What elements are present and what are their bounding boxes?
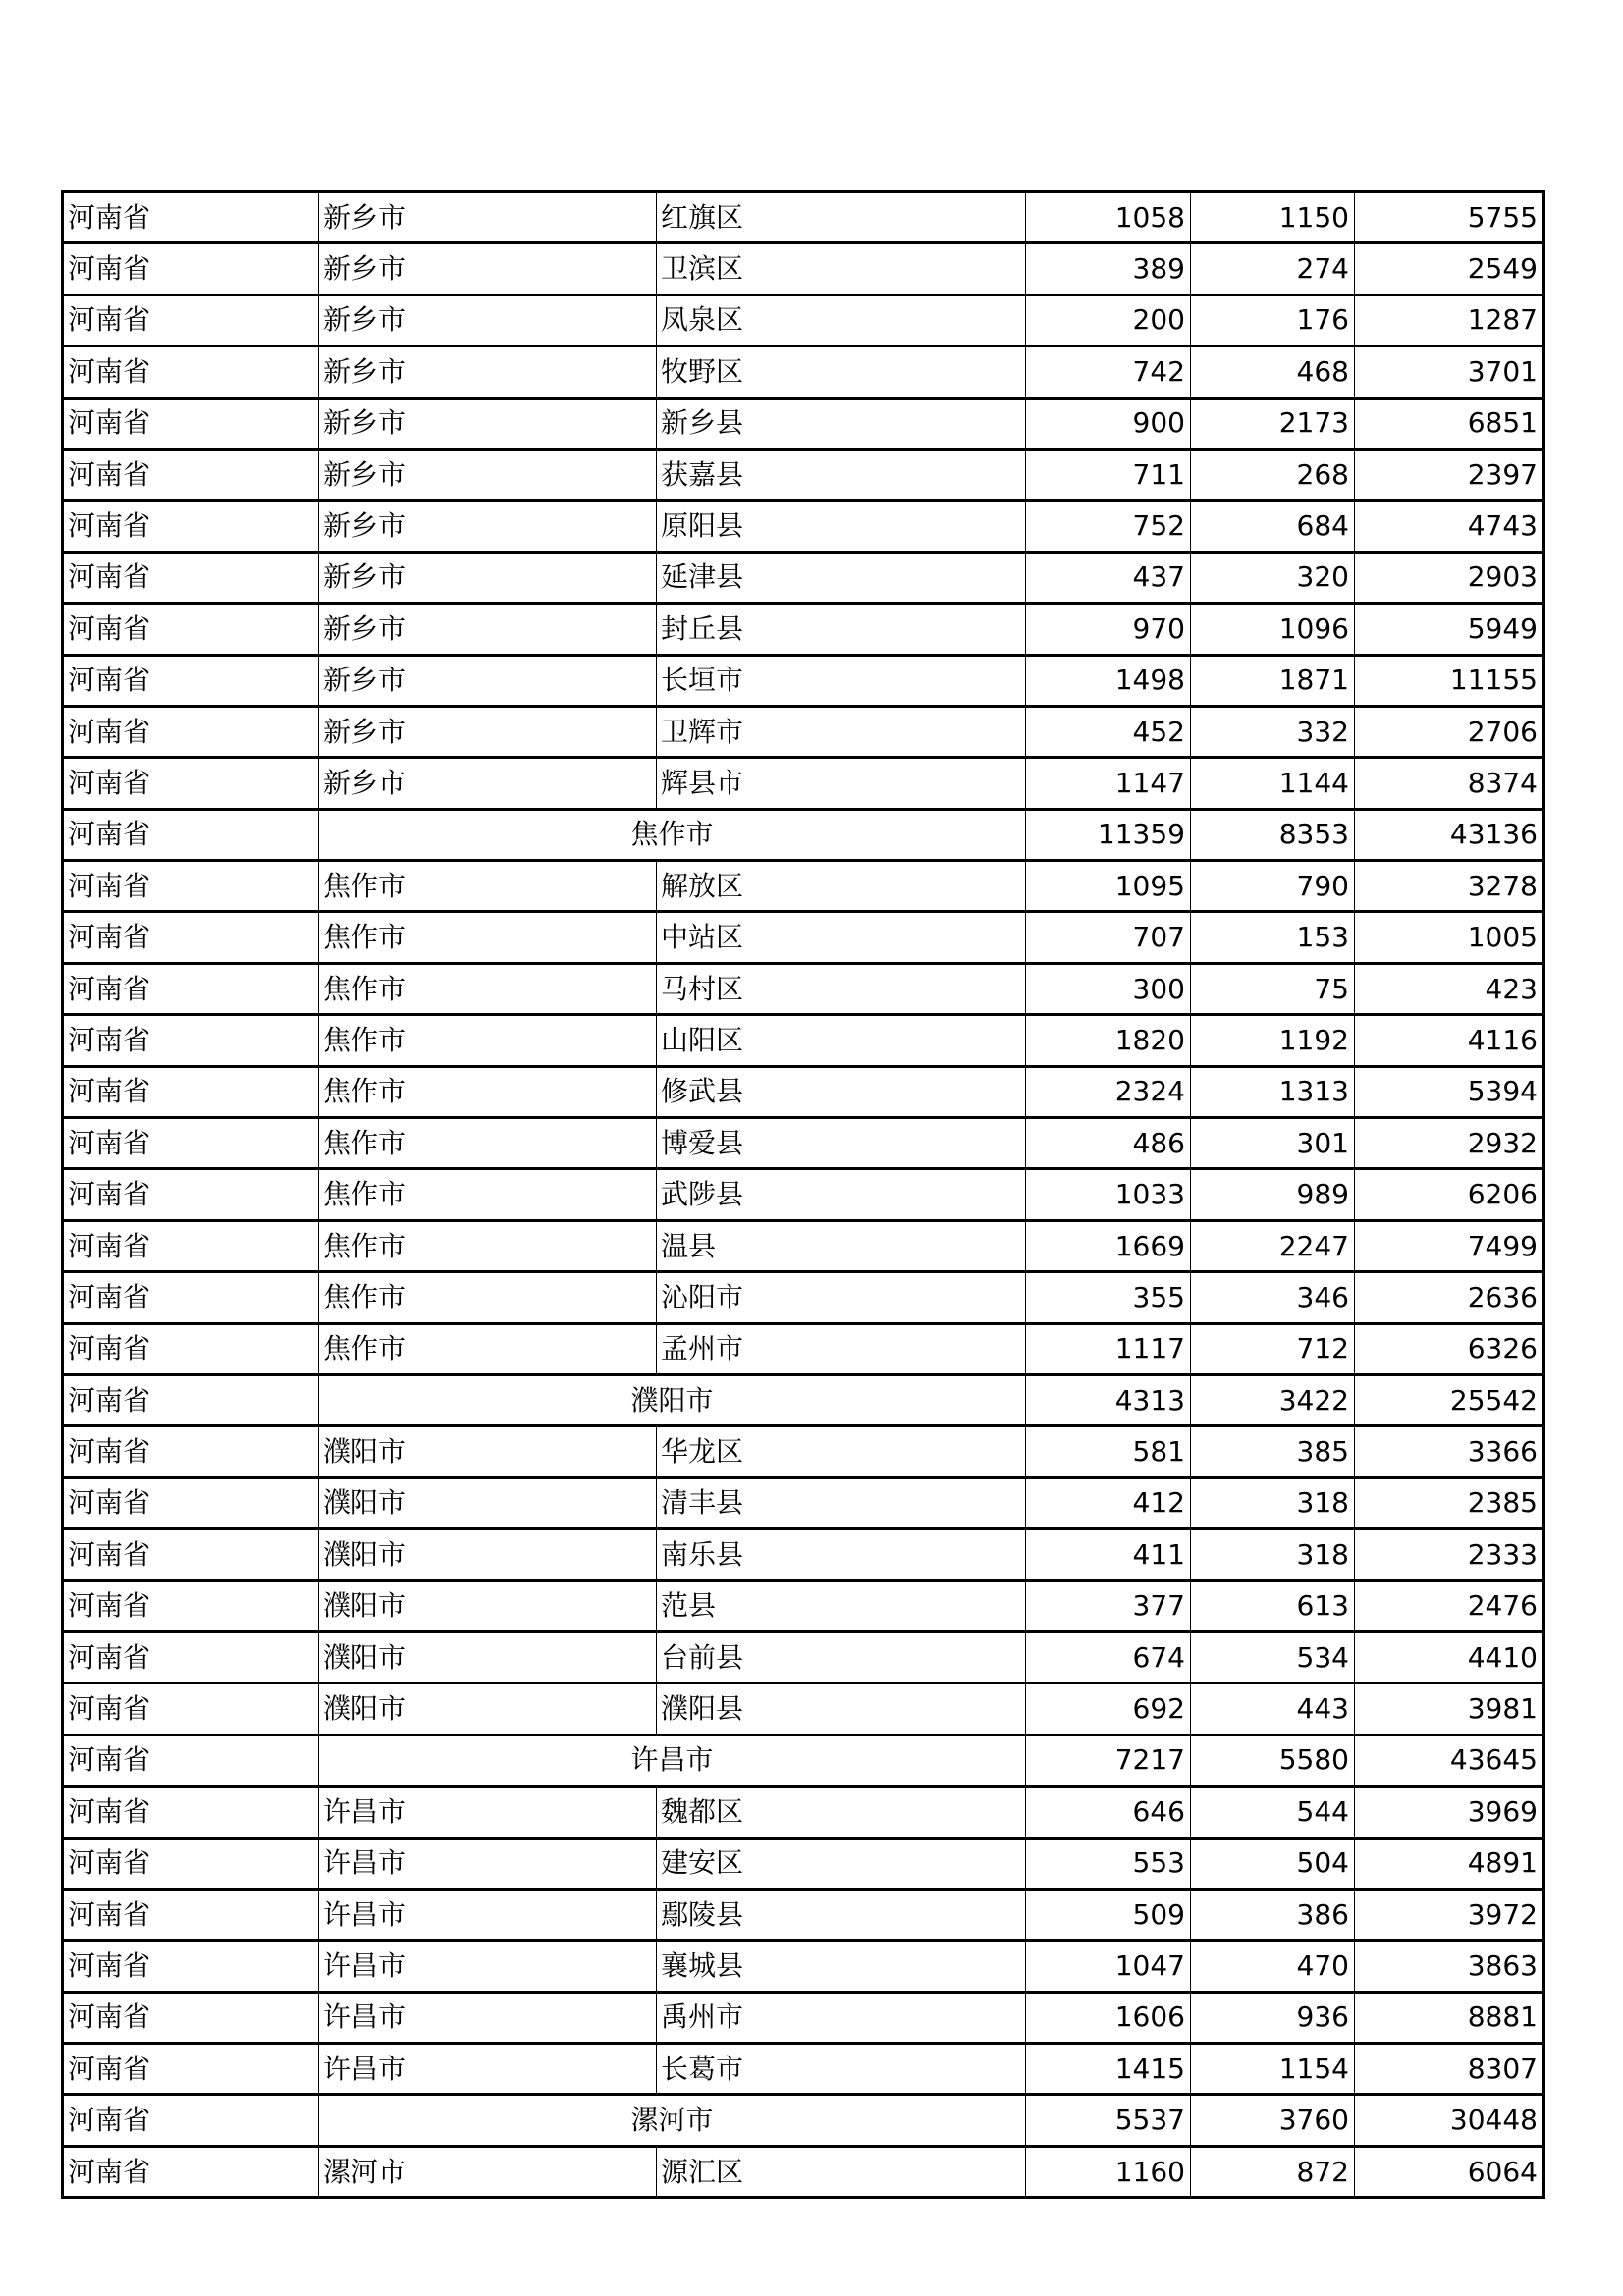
value-1-cell: 692	[1026, 1683, 1191, 1735]
county-cell: 卫滨区	[657, 243, 1026, 294]
table-row	[63, 1787, 1544, 1838]
table-row	[63, 1015, 1544, 1066]
county-cell: 建安区	[657, 1838, 1026, 1889]
county-cell: 解放区	[657, 861, 1026, 912]
value-1-cell: 300	[1026, 963, 1191, 1014]
value-3-cell: 7499	[1355, 1220, 1544, 1271]
county-cell: 源汇区	[657, 2146, 1026, 2197]
value-3-cell: 2636	[1355, 1272, 1544, 1323]
city-cell: 新乡市	[319, 192, 657, 243]
table-row	[63, 963, 1544, 1014]
value-3-cell: 2932	[1355, 1118, 1544, 1169]
city-cell: 新乡市	[319, 347, 657, 398]
city-cell: 新乡市	[319, 552, 657, 603]
city-cell: 新乡市	[319, 449, 657, 500]
city-cell: 新乡市	[319, 655, 657, 706]
value-1-cell: 752	[1026, 501, 1191, 552]
value-1-cell: 970	[1026, 604, 1191, 655]
value-3-cell: 25542	[1355, 1374, 1544, 1425]
value-2-cell: 936	[1191, 1992, 1355, 2043]
province-cell: 河南省	[63, 294, 319, 346]
value-3-cell: 43645	[1355, 1735, 1544, 1786]
value-1-cell: 5537	[1026, 2095, 1191, 2146]
value-3-cell: 6064	[1355, 2146, 1544, 2197]
province-cell: 河南省	[63, 2095, 319, 2146]
city-cell: 许昌市	[319, 1992, 657, 2043]
value-3-cell: 4410	[1355, 1631, 1544, 1682]
value-1-cell: 553	[1026, 1838, 1191, 1889]
value-2-cell: 8353	[1191, 809, 1355, 860]
province-cell: 河南省	[63, 1220, 319, 1271]
county-cell: 魏都区	[657, 1787, 1026, 1838]
value-2-cell: 443	[1191, 1683, 1355, 1735]
city-cell: 濮阳市	[319, 1529, 657, 1580]
table-row	[63, 243, 1544, 294]
city-cell: 焦作市	[319, 861, 657, 912]
value-2-cell: 468	[1191, 347, 1355, 398]
value-1-cell: 389	[1026, 243, 1191, 294]
value-3-cell: 43136	[1355, 809, 1544, 860]
value-2-cell: 790	[1191, 861, 1355, 912]
value-2-cell: 1144	[1191, 758, 1355, 809]
value-1-cell: 1669	[1026, 1220, 1191, 1271]
value-2-cell: 153	[1191, 912, 1355, 963]
value-1-cell: 7217	[1026, 1735, 1191, 1786]
value-1-cell: 200	[1026, 294, 1191, 346]
county-cell: 武陟县	[657, 1169, 1026, 1220]
county-cell: 沁阳市	[657, 1272, 1026, 1323]
value-3-cell: 6206	[1355, 1169, 1544, 1220]
province-cell: 河南省	[63, 1580, 319, 1631]
county-cell: 原阳县	[657, 501, 1026, 552]
province-cell: 河南省	[63, 1272, 319, 1323]
value-2-cell: 75	[1191, 963, 1355, 1014]
value-1-cell: 674	[1026, 1631, 1191, 1682]
value-3-cell: 3969	[1355, 1787, 1544, 1838]
value-2-cell: 385	[1191, 1426, 1355, 1477]
table-row	[63, 912, 1544, 963]
table-row	[63, 552, 1544, 603]
province-cell: 河南省	[63, 1683, 319, 1735]
city-cell: 濮阳市	[319, 1683, 657, 1735]
value-1-cell: 1498	[1026, 655, 1191, 706]
value-1-cell: 742	[1026, 347, 1191, 398]
province-cell: 河南省	[63, 398, 319, 449]
value-2-cell: 268	[1191, 449, 1355, 500]
value-3-cell: 4891	[1355, 1838, 1544, 1889]
province-cell: 河南省	[63, 1477, 319, 1528]
value-2-cell: 684	[1191, 501, 1355, 552]
county-cell: 新乡县	[657, 398, 1026, 449]
county-cell: 长垣市	[657, 655, 1026, 706]
value-2-cell: 301	[1191, 1118, 1355, 1169]
province-cell: 河南省	[63, 1992, 319, 2043]
table-row	[63, 449, 1544, 500]
value-3-cell: 5949	[1355, 604, 1544, 655]
city-total-label-cell: 焦作市	[319, 809, 1026, 860]
city-cell: 许昌市	[319, 1787, 657, 1838]
table-row	[63, 1992, 1544, 2043]
city-cell: 焦作市	[319, 1015, 657, 1066]
county-cell: 南乐县	[657, 1529, 1026, 1580]
county-cell: 马村区	[657, 963, 1026, 1014]
city-cell: 焦作市	[319, 963, 657, 1014]
value-3-cell: 8374	[1355, 758, 1544, 809]
value-1-cell: 1160	[1026, 2146, 1191, 2197]
county-cell: 红旗区	[657, 192, 1026, 243]
value-1-cell: 355	[1026, 1272, 1191, 1323]
value-3-cell: 2706	[1355, 706, 1544, 757]
city-cell: 焦作市	[319, 1323, 657, 1374]
table-row	[63, 604, 1544, 655]
city-cell: 濮阳市	[319, 1477, 657, 1528]
province-cell: 河南省	[63, 1787, 319, 1838]
province-cell: 河南省	[63, 1631, 319, 1682]
value-2-cell: 534	[1191, 1631, 1355, 1682]
county-cell: 禹州市	[657, 1992, 1026, 2043]
value-2-cell: 989	[1191, 1169, 1355, 1220]
province-cell: 河南省	[63, 1889, 319, 1940]
province-cell: 河南省	[63, 2044, 319, 2095]
table-row	[63, 1580, 1544, 1631]
city-cell: 焦作市	[319, 912, 657, 963]
table-row	[63, 294, 1544, 346]
value-2-cell: 3422	[1191, 1374, 1355, 1425]
county-cell: 温县	[657, 1220, 1026, 1271]
value-1-cell: 900	[1026, 398, 1191, 449]
province-cell: 河南省	[63, 758, 319, 809]
value-3-cell: 3366	[1355, 1426, 1544, 1477]
value-1-cell: 452	[1026, 706, 1191, 757]
value-2-cell: 1154	[1191, 2044, 1355, 2095]
value-3-cell: 2385	[1355, 1477, 1544, 1528]
value-3-cell: 8881	[1355, 1992, 1544, 2043]
province-cell: 河南省	[63, 1169, 319, 1220]
value-1-cell: 11359	[1026, 809, 1191, 860]
province-cell: 河南省	[63, 1323, 319, 1374]
value-2-cell: 386	[1191, 1889, 1355, 1940]
value-3-cell: 2476	[1355, 1580, 1544, 1631]
county-cell: 辉县市	[657, 758, 1026, 809]
value-3-cell: 4116	[1355, 1015, 1544, 1066]
value-2-cell: 2173	[1191, 398, 1355, 449]
value-3-cell: 8307	[1355, 2044, 1544, 2095]
table-row	[63, 501, 1544, 552]
county-cell: 延津县	[657, 552, 1026, 603]
province-cell: 河南省	[63, 655, 319, 706]
value-1-cell: 1058	[1026, 192, 1191, 243]
city-cell: 许昌市	[319, 2044, 657, 2095]
value-1-cell: 1117	[1026, 1323, 1191, 1374]
city-total-label-cell: 漯河市	[319, 2095, 1026, 2146]
county-cell: 博爱县	[657, 1118, 1026, 1169]
table-row	[63, 861, 1544, 912]
county-cell: 山阳区	[657, 1015, 1026, 1066]
value-1-cell: 1047	[1026, 1941, 1191, 1992]
value-3-cell: 3701	[1355, 347, 1544, 398]
province-cell: 河南省	[63, 963, 319, 1014]
value-1-cell: 581	[1026, 1426, 1191, 1477]
table-row	[63, 1323, 1544, 1374]
value-2-cell: 3760	[1191, 2095, 1355, 2146]
province-cell: 河南省	[63, 604, 319, 655]
county-cell: 华龙区	[657, 1426, 1026, 1477]
value-2-cell: 320	[1191, 552, 1355, 603]
value-1-cell: 377	[1026, 1580, 1191, 1631]
table-body	[63, 192, 1544, 2198]
value-2-cell: 872	[1191, 2146, 1355, 2197]
table-row	[63, 706, 1544, 757]
value-2-cell: 1871	[1191, 655, 1355, 706]
table-row	[63, 1889, 1544, 1940]
county-cell: 获嘉县	[657, 449, 1026, 500]
table-row	[63, 655, 1544, 706]
city-subtotal-row	[63, 809, 1544, 860]
province-cell: 河南省	[63, 809, 319, 860]
city-cell: 新乡市	[319, 294, 657, 346]
county-cell: 台前县	[657, 1631, 1026, 1682]
county-cell: 封丘县	[657, 604, 1026, 655]
city-cell: 新乡市	[319, 758, 657, 809]
value-1-cell: 411	[1026, 1529, 1191, 1580]
table-row	[63, 1683, 1544, 1735]
value-2-cell: 470	[1191, 1941, 1355, 1992]
province-cell: 河南省	[63, 552, 319, 603]
city-cell: 濮阳市	[319, 1426, 657, 1477]
province-cell: 河南省	[63, 861, 319, 912]
province-cell: 河南省	[63, 449, 319, 500]
city-cell: 漯河市	[319, 2146, 657, 2197]
table-row	[63, 758, 1544, 809]
county-cell: 孟州市	[657, 1323, 1026, 1374]
value-1-cell: 1095	[1026, 861, 1191, 912]
value-2-cell: 346	[1191, 1272, 1355, 1323]
city-total-label-cell: 濮阳市	[319, 1374, 1026, 1425]
value-2-cell: 504	[1191, 1838, 1355, 1889]
county-cell: 清丰县	[657, 1477, 1026, 1528]
table-row	[63, 192, 1544, 243]
value-3-cell: 5755	[1355, 192, 1544, 243]
city-cell: 焦作市	[319, 1169, 657, 1220]
data-table	[61, 190, 1545, 2199]
city-cell: 许昌市	[319, 1941, 657, 1992]
value-1-cell: 646	[1026, 1787, 1191, 1838]
value-3-cell: 11155	[1355, 655, 1544, 706]
value-3-cell: 423	[1355, 963, 1544, 1014]
value-2-cell: 2247	[1191, 1220, 1355, 1271]
value-2-cell: 274	[1191, 243, 1355, 294]
value-1-cell: 1033	[1026, 1169, 1191, 1220]
value-2-cell: 712	[1191, 1323, 1355, 1374]
value-1-cell: 509	[1026, 1889, 1191, 1940]
province-cell: 河南省	[63, 1015, 319, 1066]
city-cell: 焦作市	[319, 1220, 657, 1271]
table-row	[63, 398, 1544, 449]
province-cell: 河南省	[63, 1735, 319, 1786]
value-1-cell: 486	[1026, 1118, 1191, 1169]
city-subtotal-row	[63, 1374, 1544, 1425]
value-3-cell: 2549	[1355, 243, 1544, 294]
city-subtotal-row	[63, 1735, 1544, 1786]
city-cell: 新乡市	[319, 501, 657, 552]
value-3-cell: 2333	[1355, 1529, 1544, 1580]
province-cell: 河南省	[63, 347, 319, 398]
province-cell: 河南省	[63, 2146, 319, 2197]
city-cell: 濮阳市	[319, 1631, 657, 1682]
city-cell: 新乡市	[319, 604, 657, 655]
value-2-cell: 1192	[1191, 1015, 1355, 1066]
value-3-cell: 4743	[1355, 501, 1544, 552]
value-1-cell: 1415	[1026, 2044, 1191, 2095]
value-2-cell: 5580	[1191, 1735, 1355, 1786]
value-3-cell: 3863	[1355, 1941, 1544, 1992]
city-cell: 焦作市	[319, 1066, 657, 1117]
table-row	[63, 1066, 1544, 1117]
city-cell: 焦作市	[319, 1118, 657, 1169]
city-total-label-cell: 许昌市	[319, 1735, 1026, 1786]
table-row	[63, 1220, 1544, 1271]
province-cell: 河南省	[63, 912, 319, 963]
county-cell: 中站区	[657, 912, 1026, 963]
city-cell: 许昌市	[319, 1889, 657, 1940]
value-3-cell: 6851	[1355, 398, 1544, 449]
value-3-cell: 1287	[1355, 294, 1544, 346]
value-3-cell: 30448	[1355, 2095, 1544, 2146]
table-row	[63, 1477, 1544, 1528]
city-cell: 新乡市	[319, 706, 657, 757]
province-cell: 河南省	[63, 1118, 319, 1169]
value-1-cell: 1606	[1026, 1992, 1191, 2043]
county-cell: 牧野区	[657, 347, 1026, 398]
value-3-cell: 3981	[1355, 1683, 1544, 1735]
value-1-cell: 707	[1026, 912, 1191, 963]
value-3-cell: 3278	[1355, 861, 1544, 912]
value-3-cell: 1005	[1355, 912, 1544, 963]
province-cell: 河南省	[63, 1374, 319, 1425]
table-row	[63, 1272, 1544, 1323]
table-row	[63, 347, 1544, 398]
value-3-cell: 2903	[1355, 552, 1544, 603]
city-cell: 新乡市	[319, 243, 657, 294]
value-1-cell: 1820	[1026, 1015, 1191, 1066]
city-cell: 焦作市	[319, 1272, 657, 1323]
table-row	[63, 1838, 1544, 1889]
province-cell: 河南省	[63, 501, 319, 552]
province-cell: 河南省	[63, 1941, 319, 1992]
value-2-cell: 613	[1191, 1580, 1355, 1631]
value-1-cell: 1147	[1026, 758, 1191, 809]
value-2-cell: 332	[1191, 706, 1355, 757]
table-row	[63, 1169, 1544, 1220]
value-2-cell: 318	[1191, 1477, 1355, 1528]
value-2-cell: 318	[1191, 1529, 1355, 1580]
province-cell: 河南省	[63, 243, 319, 294]
value-1-cell: 4313	[1026, 1374, 1191, 1425]
value-2-cell: 544	[1191, 1787, 1355, 1838]
county-cell: 卫辉市	[657, 706, 1026, 757]
table-row	[63, 1529, 1544, 1580]
province-cell: 河南省	[63, 1066, 319, 1117]
value-3-cell: 5394	[1355, 1066, 1544, 1117]
value-2-cell: 176	[1191, 294, 1355, 346]
county-cell: 濮阳县	[657, 1683, 1026, 1735]
county-cell: 范县	[657, 1580, 1026, 1631]
city-cell: 濮阳市	[319, 1580, 657, 1631]
value-1-cell: 437	[1026, 552, 1191, 603]
county-cell: 修武县	[657, 1066, 1026, 1117]
county-cell: 鄢陵县	[657, 1889, 1026, 1940]
table-row	[63, 1631, 1544, 1682]
province-cell: 河南省	[63, 192, 319, 243]
province-cell: 河南省	[63, 1426, 319, 1477]
city-cell: 新乡市	[319, 398, 657, 449]
value-3-cell: 3972	[1355, 1889, 1544, 1940]
table-row	[63, 2146, 1544, 2197]
value-3-cell: 6326	[1355, 1323, 1544, 1374]
county-cell: 长葛市	[657, 2044, 1026, 2095]
value-2-cell: 1096	[1191, 604, 1355, 655]
table-row	[63, 1118, 1544, 1169]
value-2-cell: 1313	[1191, 1066, 1355, 1117]
county-cell: 襄城县	[657, 1941, 1026, 1992]
value-1-cell: 2324	[1026, 1066, 1191, 1117]
value-1-cell: 412	[1026, 1477, 1191, 1528]
city-cell: 许昌市	[319, 1838, 657, 1889]
county-cell: 凤泉区	[657, 294, 1026, 346]
table-row	[63, 2044, 1544, 2095]
table-row	[63, 1426, 1544, 1477]
city-subtotal-row	[63, 2095, 1544, 2146]
value-1-cell: 711	[1026, 449, 1191, 500]
province-cell: 河南省	[63, 706, 319, 757]
province-cell: 河南省	[63, 1838, 319, 1889]
value-2-cell: 1150	[1191, 192, 1355, 243]
value-3-cell: 2397	[1355, 449, 1544, 500]
province-cell: 河南省	[63, 1529, 319, 1580]
table-row	[63, 1941, 1544, 1992]
